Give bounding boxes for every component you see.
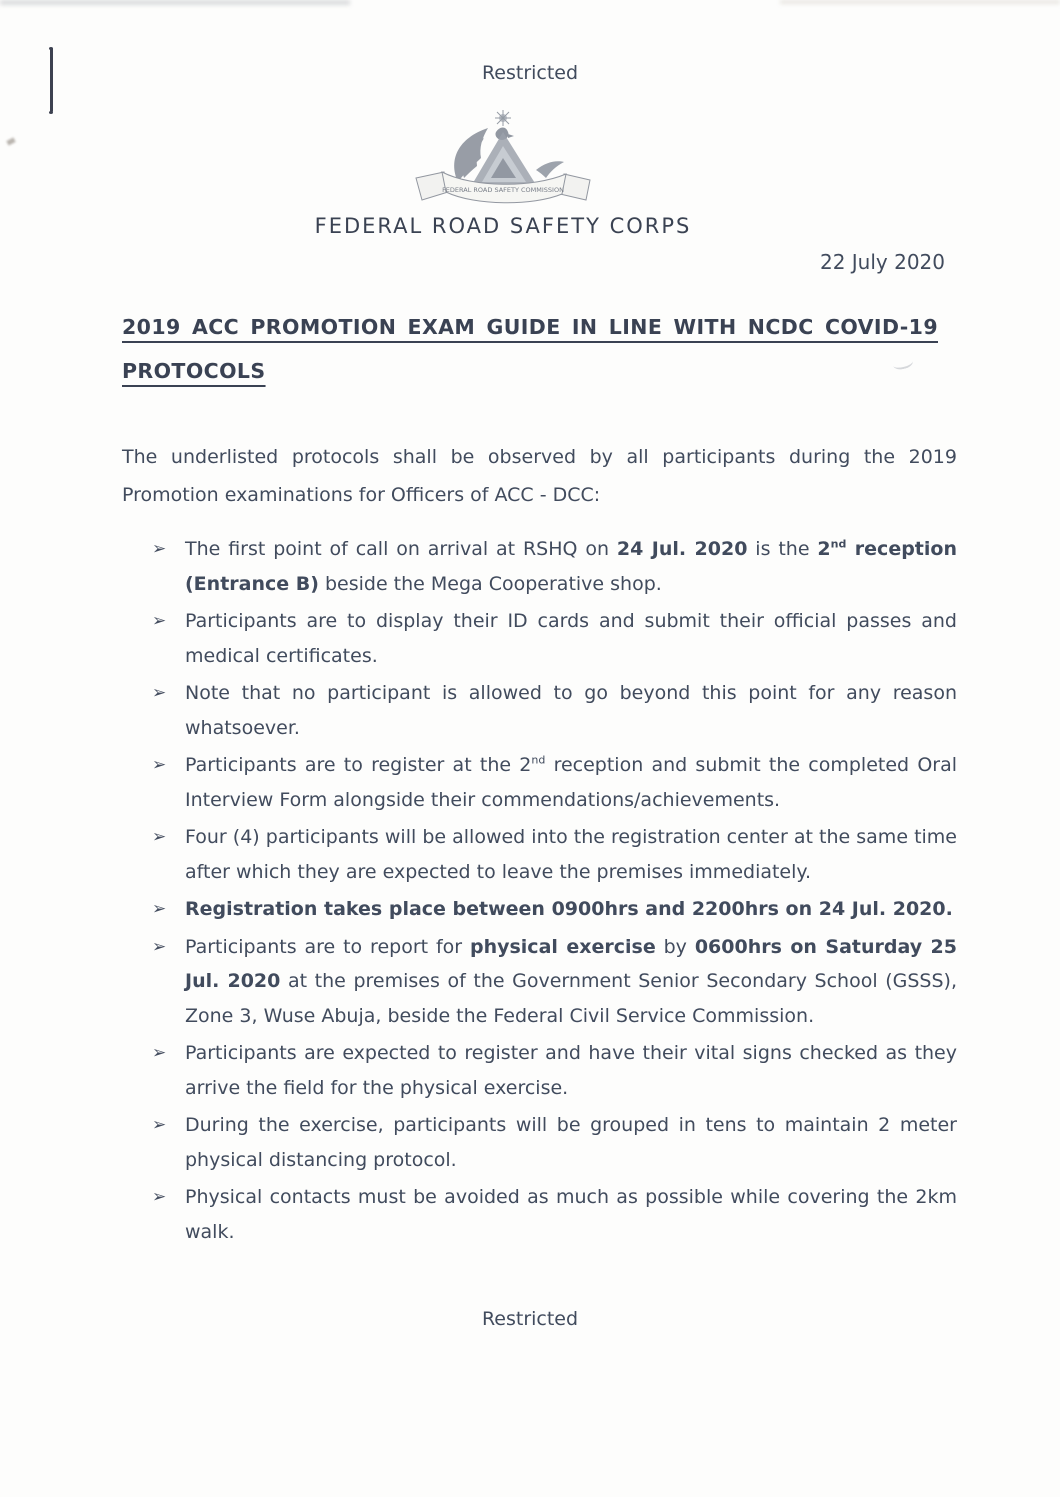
scan-line-artifact [50,48,53,112]
classification-footer: Restricted [481,1308,579,1330]
list-item [152,748,957,817]
bullet-text: During the exercise, participants will be grouped in tens to maintain 2 meter physical distancing protocol. [185,1114,957,1171]
bullet-arrow-icon: ➢ [152,899,167,919]
bullet-text: Participants are to report for physical exercise by 0600hrs on Saturday 25 Jul. 2020 at the premises of the Government Senior Secondary School (GSSS), Zone 3, Wuse Abuja, beside the Federal Civil Service Commission. [185,935,957,1027]
scan-smudge [780,0,1060,4]
bullet-arrow-icon: ➢ [152,755,167,775]
bullet-text: Four (4) participants will be allowed into the registration center at the same time after which they are expected to leave the premises immediately. [185,826,957,883]
list-item [152,930,957,1034]
bullet-arrow-icon: ➢ [152,539,167,559]
bullet-arrow-icon: ➢ [152,936,167,957]
eagle-wing-right [536,161,564,178]
title-line-2: PROTOCOLS [122,359,266,383]
document-date: 22 July 2020 [819,250,945,274]
bullet-text: Registration takes place between 0900hrs and 2200hrs on 24 Jul. 2020. [185,898,953,920]
scan-smudge [0,0,350,5]
bullet-arrow-icon: ➢ [152,683,167,703]
bullet-text: Participants are to register at the 2nd reception and submit the completed Oral Interview Form alongside their commendations/achievements. [185,753,958,811]
bullet-text: Participants are expected to register and have their vital signs checked as they arrive the field for the physical exercise. [185,1042,957,1099]
list-item [152,604,957,673]
intro-paragraph: The underlisted protocols shall be observed by all participants during the 2019 Promotion examinations for Officers of ACC - DCC: [122,446,957,506]
list-item [152,892,957,927]
bullet-text: Physical contacts must be avoided as much as possible while covering the 2km walk. [185,1186,957,1243]
list-item [152,1108,957,1177]
document-title [122,312,938,386]
list-item [152,820,957,889]
list-item [152,532,957,601]
bullet-arrow-icon: ➢ [152,1043,167,1063]
bullet-arrow-icon: ➢ [152,1115,167,1135]
bullet-text: Note that no participant is allowed to go beyond this point for any reason whatsoever. [185,682,957,739]
protocol-list [122,532,957,1249]
org-name: FEDERAL ROAD SAFETY CORPS [314,214,692,238]
list-item [152,676,957,745]
title-line-1: 2019 ACC PROMOTION EXAM GUIDE IN LINE WITH NCDC COVID-19 [122,315,938,339]
bullet-text: The first point of call on arrival at RSHQ on 24 Jul. 2020 is the 2nd reception (Entrance B) beside the Mega Cooperative shop. [185,537,957,595]
list-item [152,1036,957,1105]
bullet-arrow-icon: ➢ [152,611,167,631]
bullet-text: Participants are to display their ID cards and submit their official passes and medical certificates. [185,610,957,667]
list-item [152,1180,957,1249]
crest-starburst [495,110,511,126]
svg-text:FEDERAL ROAD SAFETY COMMISSION: FEDERAL ROAD SAFETY COMMISSION [442,186,564,194]
bullet-arrow-icon: ➢ [152,1187,167,1207]
frsc-crest-logo [398,108,608,210]
classification-header: Restricted [481,62,579,84]
bullet-arrow-icon: ➢ [152,827,167,847]
